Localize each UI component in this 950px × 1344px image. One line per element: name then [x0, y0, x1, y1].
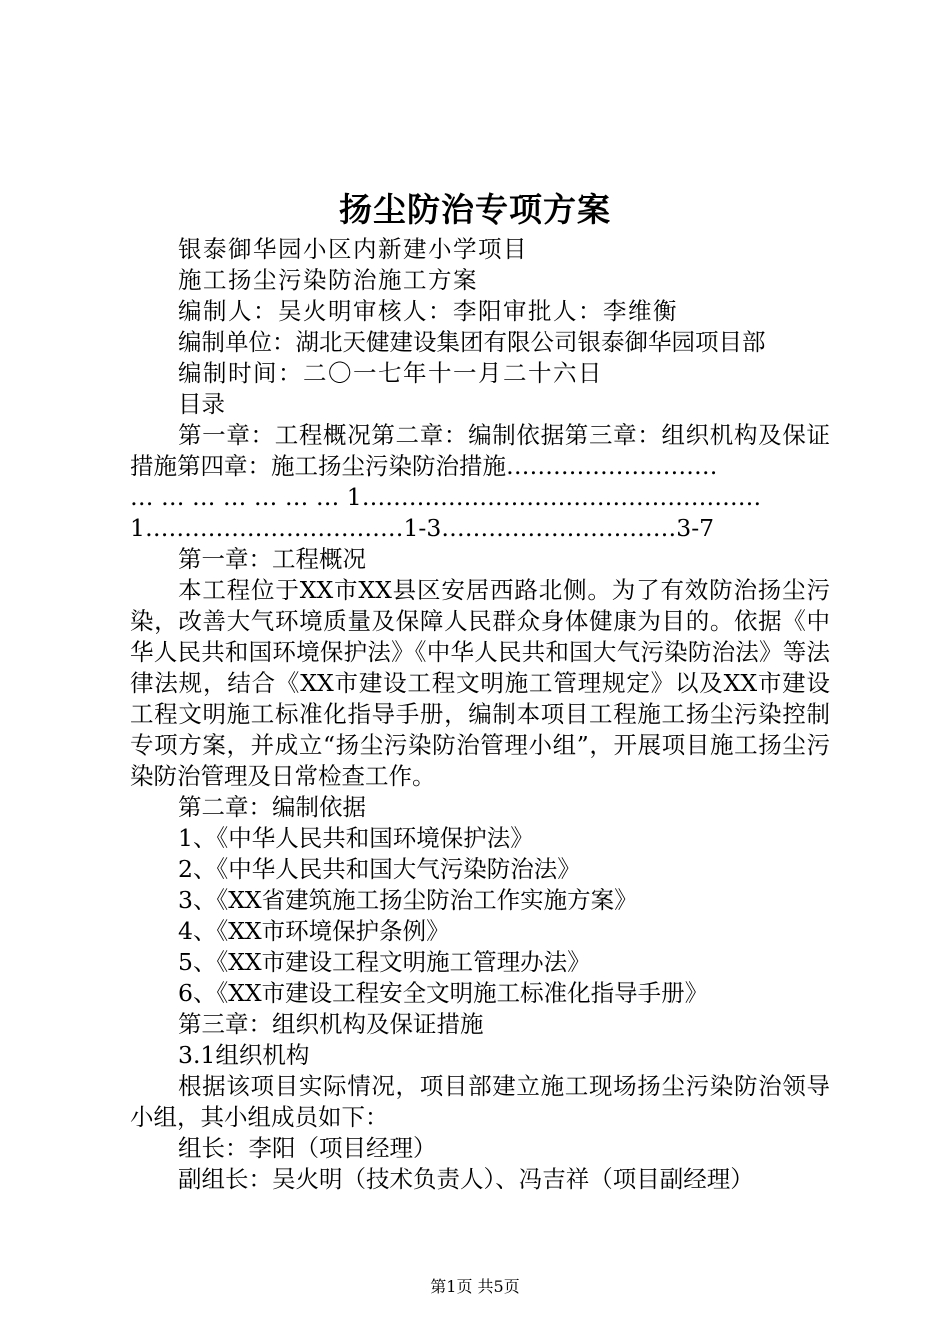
document-body [130, 234, 830, 1195]
basis-item: 6、《XX市建设工程安全文明施工标准化指导手册》 [178, 979, 709, 1007]
project-name: 银泰御华园小区内新建小学项目 [178, 235, 528, 263]
document-title: 扬尘防治专项方案 [339, 190, 611, 229]
basis-item: 5、《XX市建设工程文明施工管理办法》 [178, 948, 591, 976]
chapter3-heading: 第三章：组织机构及保证措施 [178, 1010, 484, 1038]
basis-item: 2、《中华人民共和国大气污染防治法》 [178, 855, 581, 883]
chapter3-intro: 根据该项目实际情况，项目部建立施工现场扬尘污染防治领导小组，其小组成员如下： [130, 1072, 830, 1131]
chapter2-heading: 第二章：编制依据 [178, 793, 366, 821]
chapter1-heading: 第一章：工程概况 [178, 545, 366, 573]
chapter1-body: 本工程位于XX市XX县区安居西路北侧。为了有效防治扬尘污染，改善大气环境质量及保障人民群众身体健康为目的。依据《中华人民共和国环境保护法》《中华人民共和国大气污染防治法》等法律法规，结合《XX市建设工程文明施工管理规定》以及XX市建设工程文明施工标准化指导手册，编制本项目工程施工扬尘污染控制专项方案，并成立“扬尘污染防治管理小组”，开展项目施工扬尘污染防治管理及日常检查工作。 [130, 576, 830, 790]
toc-entries: 第一章：工程概况第二章：编制依据第三章：组织机构及保证措施第四章：施工扬尘污染防治措施……………………… [130, 421, 830, 480]
toc-page-numbers: 1……………………………1-3…………………………3-7 [130, 514, 715, 542]
authors-line: 编制人：吴火明审核人：李阳审批人：李维衡 [178, 297, 678, 325]
basis-item: 1、《中华人民共和国环境保护法》 [178, 824, 534, 852]
section-3-1-heading: 3.1组织机构 [178, 1041, 310, 1069]
date-line: 编制时间：二〇一七年十一月二十六日 [178, 359, 603, 387]
basis-item: 4、《XX市环境保护条例》 [178, 917, 450, 945]
team-deputy: 副组长：吴火明（技术负责人）、冯吉祥（项目副经理） [178, 1165, 754, 1193]
plan-name: 施工扬尘污染防治施工方案 [178, 266, 478, 294]
page-number-footer: 第1页 共5页 [430, 1277, 520, 1296]
team-leader: 组长：李阳（项目经理） [178, 1134, 437, 1162]
toc-heading: 目录 [178, 390, 225, 418]
toc-leader-line: … … … … … … … 1…………………………………………… [130, 483, 762, 511]
basis-item: 3、《XX省建筑施工扬尘防治工作实施方案》 [178, 886, 638, 914]
organization-line: 编制单位：湖北天健建设集团有限公司银泰御华园项目部 [178, 328, 766, 356]
